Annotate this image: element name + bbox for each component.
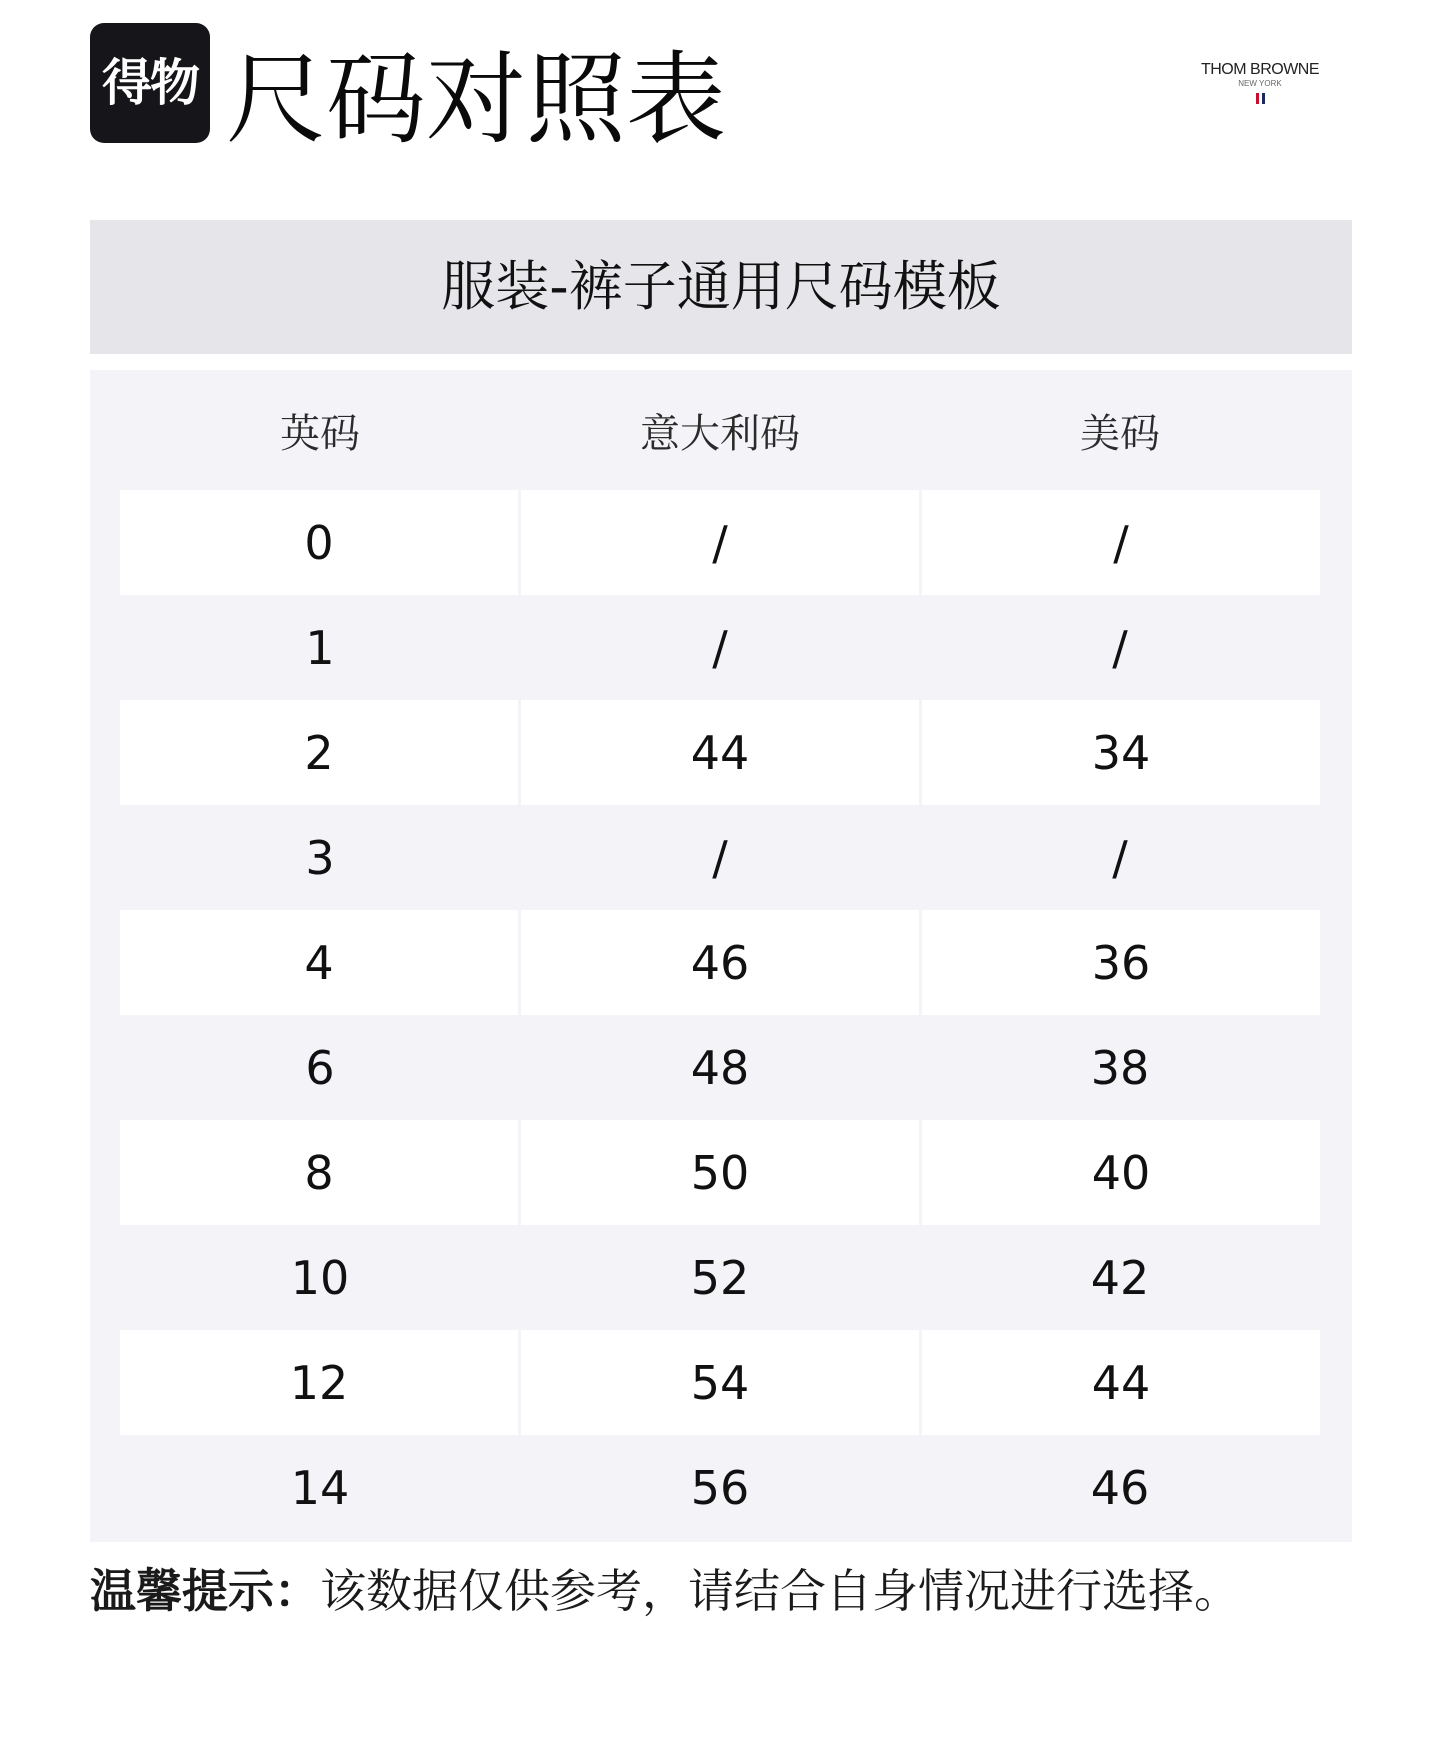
italy-size-cell: 56 — [690, 1460, 750, 1515]
table-row — [120, 1225, 1320, 1330]
tip-note — [90, 1564, 1240, 1618]
table-row — [120, 490, 1320, 595]
column-header-uk: 英码 — [280, 410, 360, 457]
column-header-italy: 意大利码 — [640, 410, 800, 457]
uk-size-cell: 10 — [290, 1250, 350, 1305]
italy-size-cell: 50 — [518, 1120, 919, 1225]
italy-size-cell: / — [712, 830, 728, 885]
us-size-cell: / — [919, 490, 1320, 595]
uk-size-cell: 4 — [120, 910, 518, 1015]
uk-size-cell: 12 — [120, 1330, 518, 1435]
uk-size-cell: 14 — [290, 1460, 350, 1515]
us-size-cell: 36 — [919, 910, 1320, 1015]
brand-subtitle: NEW YORK — [1238, 79, 1282, 88]
uk-size-cell: 1 — [305, 620, 335, 675]
tip-label: 温馨提示： — [90, 1564, 320, 1618]
uk-size-cell: 6 — [305, 1040, 335, 1095]
app-logo-text: 得物 — [102, 54, 198, 112]
uk-size-cell: 2 — [120, 700, 518, 805]
us-size-cell: 38 — [1090, 1040, 1150, 1095]
italy-size-cell: / — [518, 490, 919, 595]
table-row — [120, 910, 1320, 1015]
brand-name: THOM BROWNE — [1200, 61, 1320, 78]
us-size-cell: 42 — [1090, 1250, 1150, 1305]
italy-size-cell: 54 — [518, 1330, 919, 1435]
table-row — [120, 1330, 1320, 1435]
page-title: 尺码对照表 — [226, 41, 726, 158]
table-row — [120, 595, 1320, 700]
uk-size-cell: 0 — [120, 490, 518, 595]
size-table — [90, 370, 1352, 1542]
uk-size-cell: 8 — [120, 1120, 518, 1225]
us-size-cell: / — [1112, 830, 1128, 885]
template-banner — [90, 220, 1352, 354]
tip-text: 该数据仅供参考，请结合自身情况进行选择。 — [320, 1564, 1240, 1618]
italy-size-cell: 52 — [690, 1250, 750, 1305]
template-title: 服装-裤子通用尺码模板 — [441, 255, 1001, 318]
table-body — [120, 490, 1320, 1540]
brand-logo — [1180, 62, 1340, 108]
italy-size-cell: 48 — [690, 1040, 750, 1095]
uk-size-cell: 3 — [305, 830, 335, 885]
us-size-cell: 44 — [919, 1330, 1320, 1435]
table-row — [120, 1435, 1320, 1540]
table-row — [120, 700, 1320, 805]
column-header-us: 美码 — [1080, 410, 1160, 457]
table-row — [120, 805, 1320, 910]
us-size-cell: / — [1112, 620, 1128, 675]
table-header — [120, 370, 1320, 490]
stripe-navy — [1262, 93, 1265, 104]
us-size-cell: 40 — [919, 1120, 1320, 1225]
italy-size-cell: / — [712, 620, 728, 675]
stripe-red — [1256, 93, 1259, 104]
brand-stripe-icon — [1256, 93, 1265, 104]
dewu-app-logo — [90, 23, 210, 143]
table-row — [120, 1120, 1320, 1225]
us-size-cell: 46 — [1090, 1460, 1150, 1515]
us-size-cell: 34 — [919, 700, 1320, 805]
italy-size-cell: 44 — [518, 700, 919, 805]
italy-size-cell: 46 — [518, 910, 919, 1015]
table-row — [120, 1015, 1320, 1120]
